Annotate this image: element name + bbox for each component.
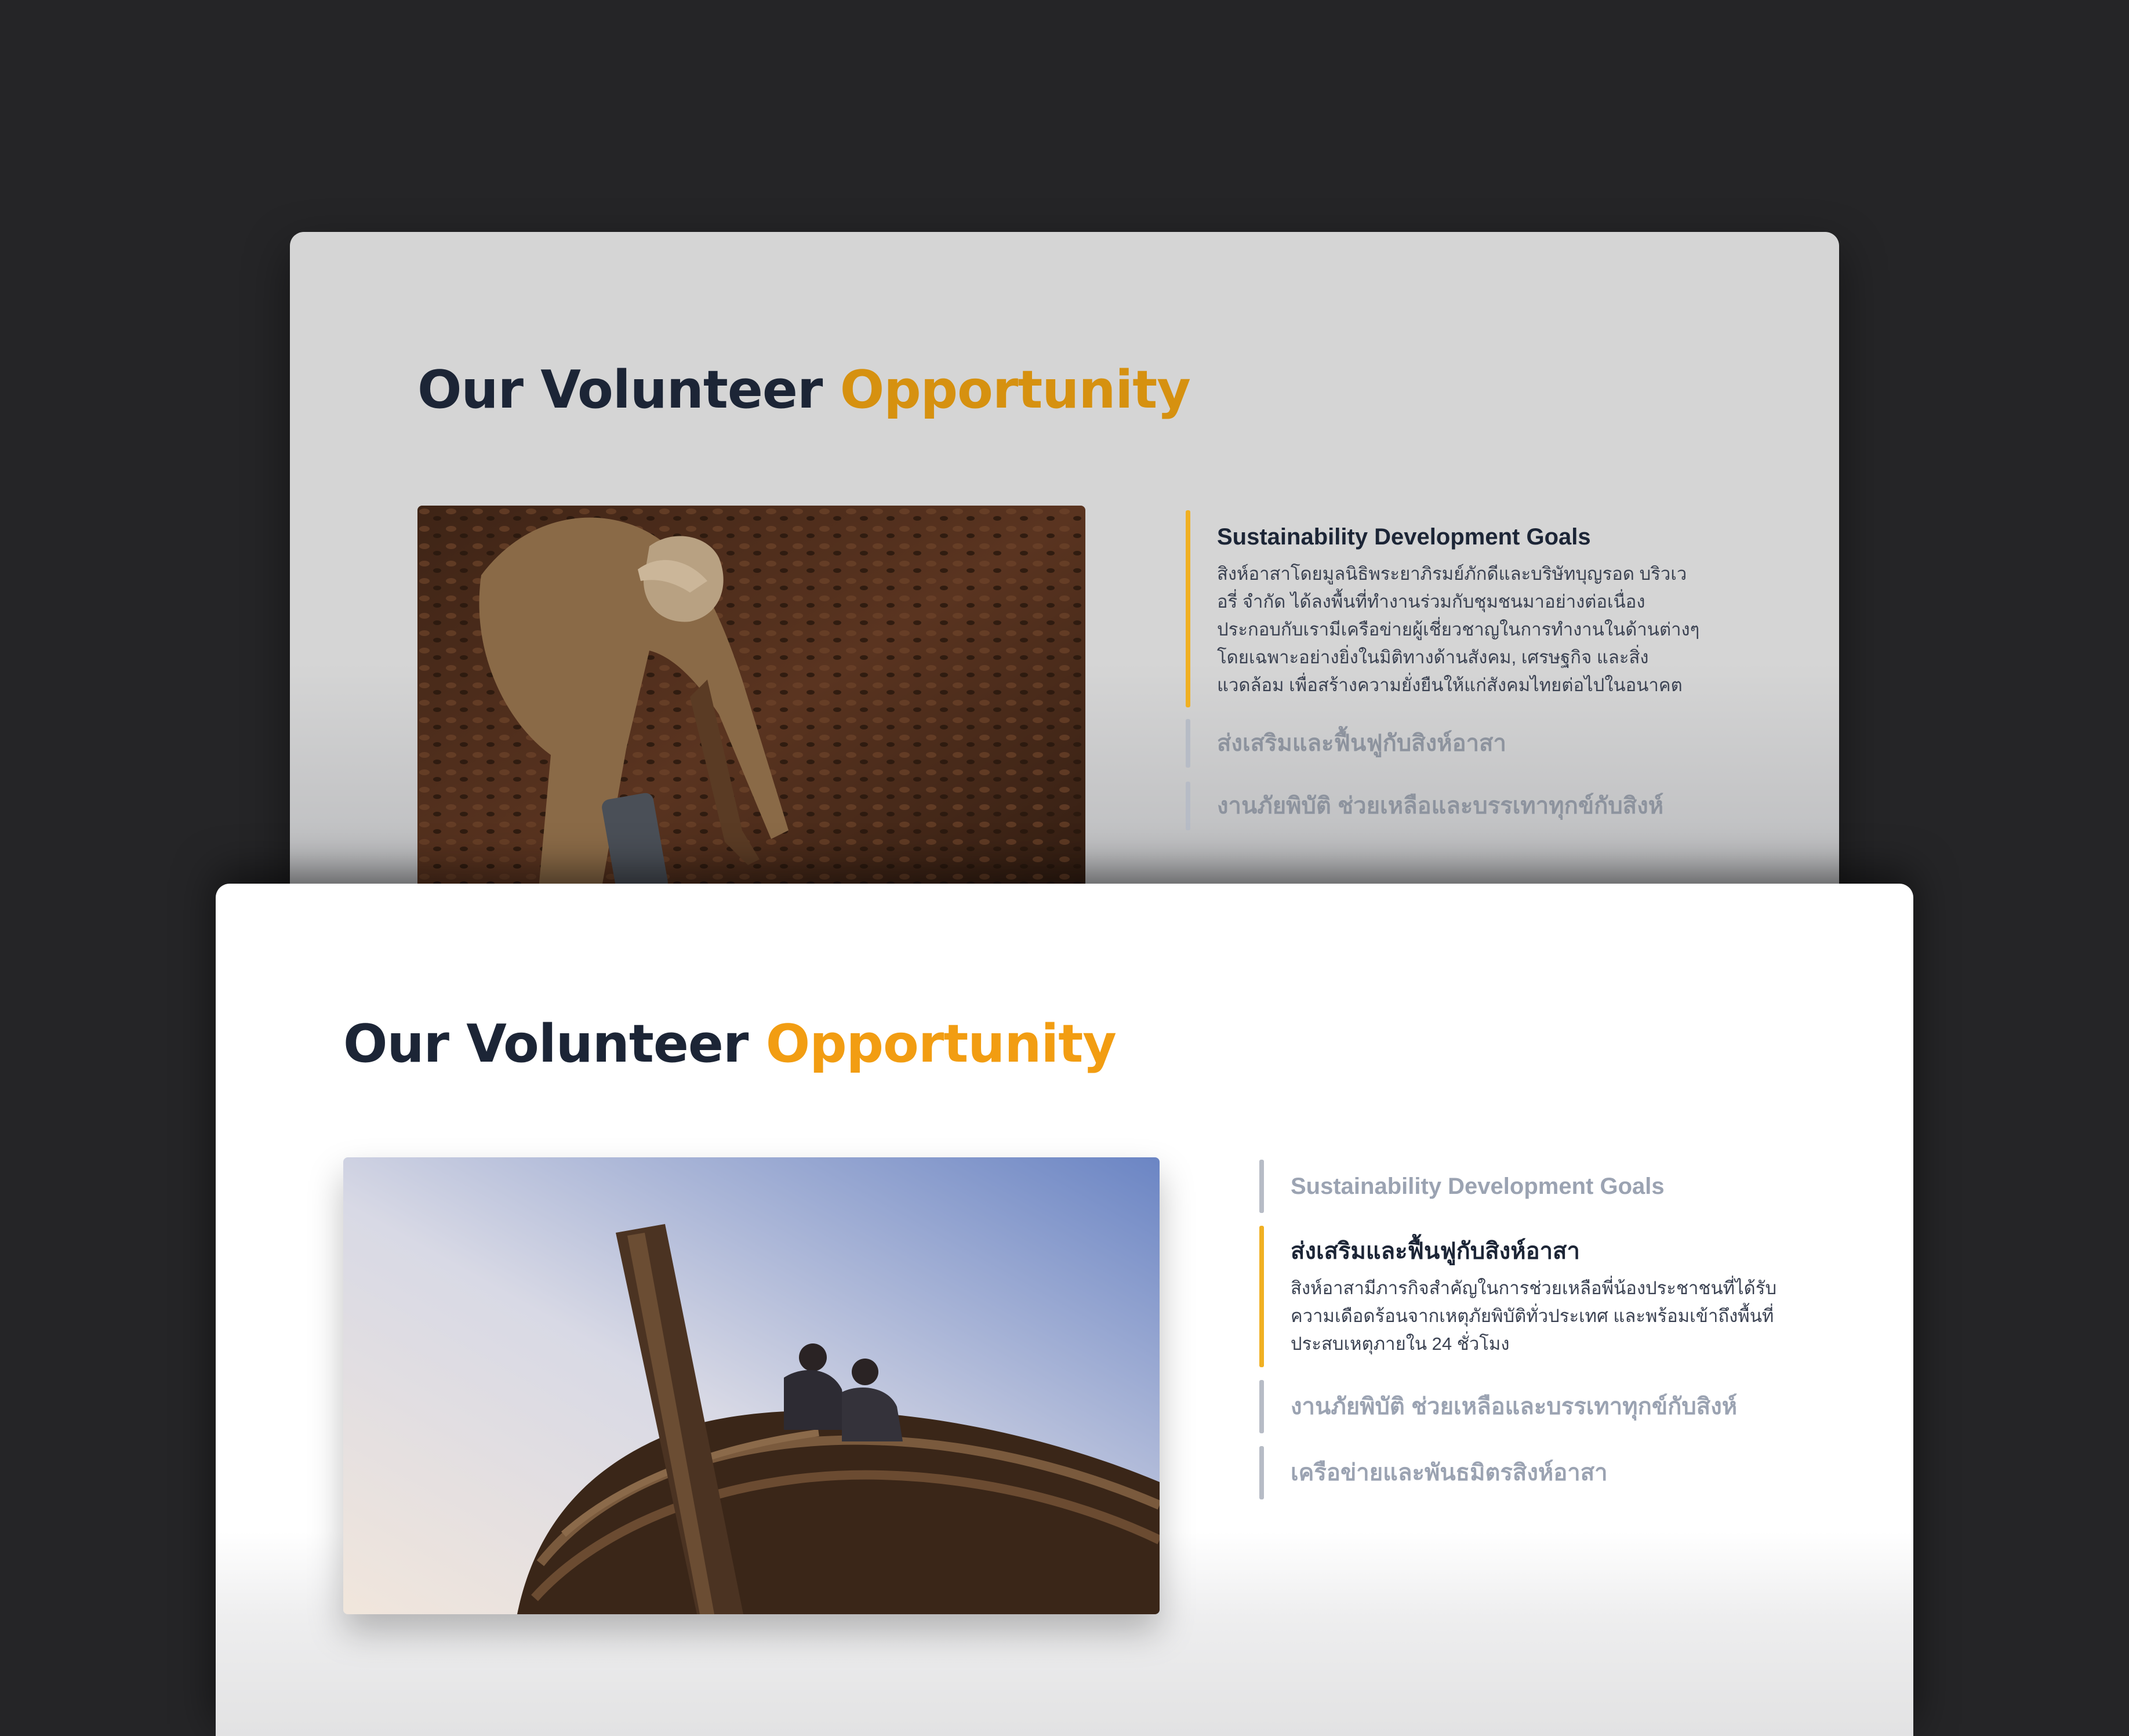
item-title: งานภัยพิบัติ ช่วยเหลือและบรรเทาทุกข์กับสิงห์	[1291, 1394, 1738, 1419]
item-indicator	[1186, 782, 1190, 830]
back-goal-list	[1186, 510, 1739, 830]
title-accent: Opportunity	[765, 1014, 1116, 1074]
active-indicator	[1259, 1226, 1264, 1367]
item-indicator	[1259, 1446, 1264, 1499]
item-indicator	[1186, 719, 1190, 768]
list-item[interactable]	[1259, 1446, 1812, 1499]
list-item[interactable]	[1186, 510, 1739, 707]
list-item[interactable]	[1186, 782, 1739, 830]
item-title: Sustainability Development Goals	[1291, 1174, 1665, 1199]
boat-photo	[343, 1157, 1160, 1614]
item-indicator	[1259, 1160, 1264, 1213]
title-primary: Our Volunteer	[417, 359, 823, 420]
item-title: Sustainability Development Goals	[1217, 524, 1591, 550]
title-accent: Opportunity	[840, 359, 1190, 420]
page-title	[343, 1014, 1116, 1074]
item-title: เครือข่ายและพันธมิตรสิงห์อาสา	[1291, 1460, 1608, 1486]
list-item[interactable]	[1259, 1160, 1812, 1213]
item-title: ส่งเสริมและฟื้นฟูกับสิงห์อาสา	[1217, 731, 1506, 756]
item-title: ส่งเสริมและฟื้นฟูกับสิงห์อาสา	[1291, 1239, 1580, 1264]
list-item[interactable]	[1259, 1226, 1812, 1367]
item-indicator	[1259, 1380, 1264, 1433]
title-primary: Our Volunteer	[343, 1014, 749, 1074]
active-indicator	[1186, 510, 1190, 707]
list-item[interactable]	[1186, 719, 1739, 768]
item-body: สิงห์อาสาโดยมูลนิธิพระยาภิรมย์ภักดีและบริษัทบุญรอด บริวเวอรี่ จำกัด ได้ลงพื้นที่ทำงานร่วมกับชุมชนมาอย่างต่อเนื่อง ประกอบกับเรามีเครือข่ายผู้เชี่ยวชาญในการทำงานในด้านต่างๆ โดยเฉพาะอย่างยิ่งในมิติทางด้านสังคม, เศรษฐกิจ และสิ่งแวดล้อม เพื่อสร้างความยั่งยืนให้แก่สังคมไทยต่อไปในอนาคต	[1217, 564, 1700, 695]
page-title	[417, 359, 1190, 420]
farmer-photo	[417, 506, 1085, 928]
list-item[interactable]	[1259, 1380, 1812, 1433]
front-goal-list	[1259, 1160, 1812, 1499]
back-card	[290, 232, 1839, 928]
item-body: สิงห์อาสามีภารกิจสำคัญในการช่วยเหลือพี่น้องประชาชนที่ได้รับความเดือดร้อนจากเหตุภัยพิบัติทั่วประเทศ และพร้อมเข้าถึงพื้นที่ประสบเหตุภายใน 24 ชั่วโมง	[1291, 1278, 1777, 1354]
front-card	[216, 884, 1913, 1736]
item-title: งานภัยพิบัติ ช่วยเหลือและบรรเทาทุกข์กับสิงห์	[1217, 793, 1664, 819]
